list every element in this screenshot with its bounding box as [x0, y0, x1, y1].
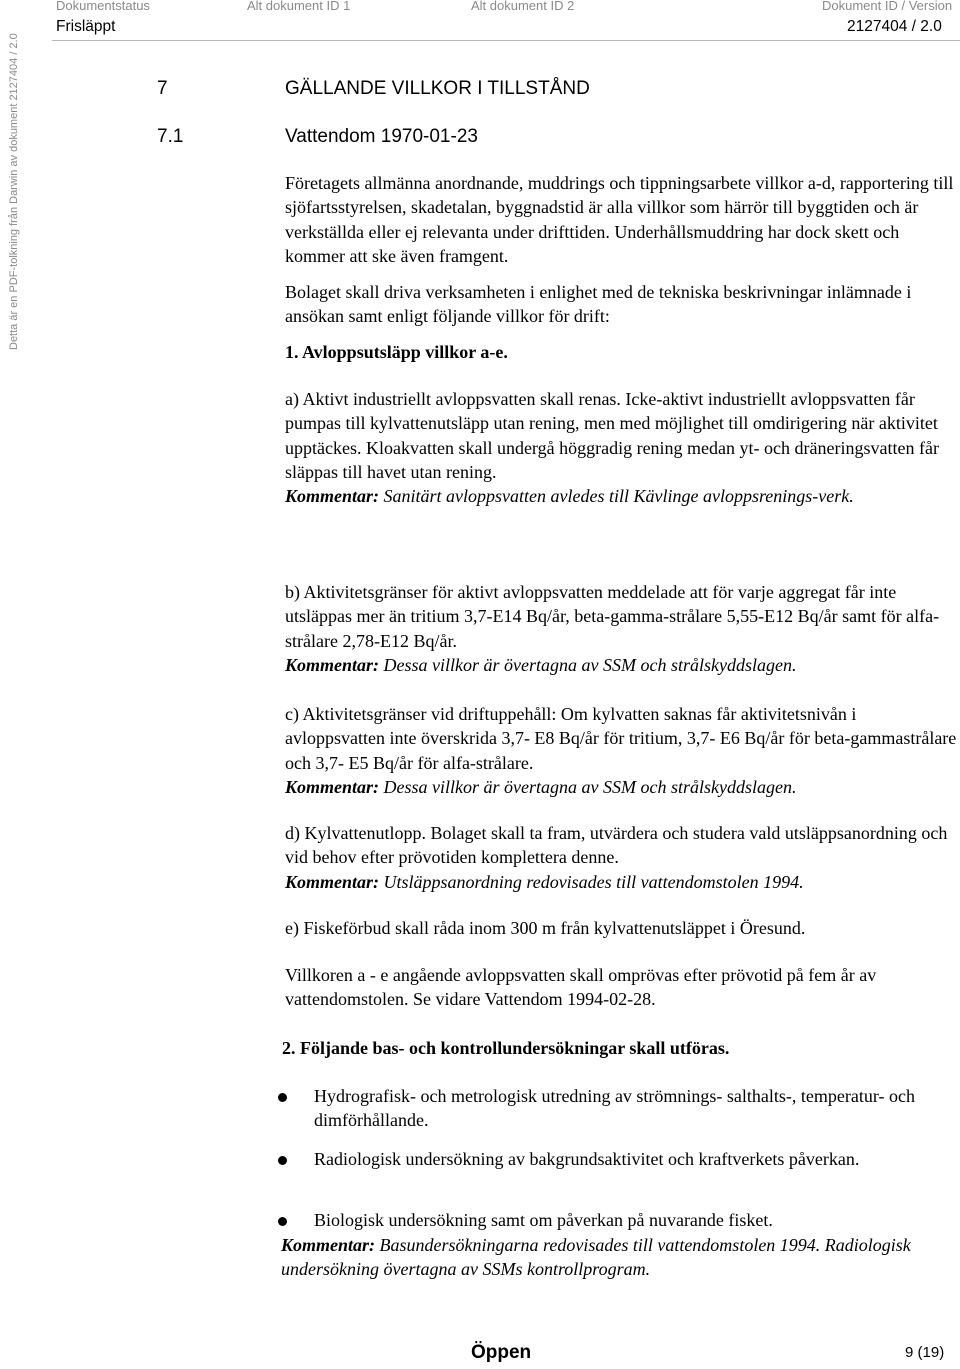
- condition-a-comment: Sanitärt avloppsvatten avledes till Kävlinge avloppsrenings-verk.: [383, 486, 854, 507]
- subsection-title: Vattendom 1970-01-23: [285, 126, 478, 147]
- condition-d: [285, 821, 957, 894]
- bullet-dot: [278, 1217, 287, 1226]
- condition-heading-2: 2. Följande bas- och kontrollundersökningar skall utföras.: [282, 1038, 730, 1058]
- intro-paragraph: Företagets allmänna anordnande, muddrings och tippningsarbete villkor a-d, rapportering till sjöfartsstyrelsen, skadetalan, byggnadstid är alla villkor som härrör till byggtiden och är verkställda eller ej relevanta under drifttiden. Underhållsmuddring har dock skett och kommer att ske även framgent.: [285, 173, 954, 266]
- final-comment: [281, 1233, 953, 1282]
- bullet-dot: [278, 1093, 287, 1102]
- final-comment-text: Basundersökningarna redovisades till vattendomstolen 1994. Radiologisk undersökning övertagna av SSMs kontrollprogram.: [281, 1235, 911, 1280]
- condition-c-text: c) Aktivitetsgränser vid driftuppehåll: Om kylvatten saknas får aktivitetsnivån i avloppsvatten inte överskrida 3,7- E8 Bq/år för tritium, 3,7- E6 Bq/år för beta-gammastrålare och 3,7- E5 Bq/år för alfa-strålare.: [285, 704, 957, 773]
- header-label-alt-id-1: Alt dokument ID 1: [247, 0, 351, 13]
- condition-b-comment: Dessa villkor är övertagna av SSM och strålskyddslagen.: [383, 654, 797, 675]
- sidebar-watermark-text: Detta är en PDF-tolkning från Darwin av dokument 2127404 / 2.0: [8, 33, 20, 350]
- condition-a-text: a) Aktivt industriellt avloppsvatten skall renas. Icke-aktivt industriellt avloppsvatten får pumpas till kylvattenutsläpp utan rening, men med möjlighet till omdirigering när aktivitet upptäckes. Kloakvatten skall undergå höggradig rening medan yt- och dräneringsvatten får släppas till havet utan rening.: [285, 389, 939, 482]
- condition-a: [285, 387, 957, 508]
- condition-d-text: d) Kylvattenutlopp. Bolaget skall ta fram, utvärdera och studera vald utsläppsanordning och vid behov efter prövotiden komplettera denne.: [285, 823, 948, 868]
- footer-page-number: 9 (19): [905, 1344, 945, 1361]
- header-doc-id-value: 2127404 / 2.0: [847, 18, 942, 35]
- kommentar-label: Kommentar:: [281, 1235, 376, 1255]
- header-label-alt-id-2: Alt dokument ID 2: [471, 0, 575, 13]
- subsection-number: 7.1: [157, 126, 184, 147]
- condition-e: e) Fiskeförbud skall råda inom 300 m från kylvattenutsläppet i Öresund.: [285, 918, 806, 938]
- footer-classification: Öppen: [471, 1342, 532, 1363]
- review-paragraph: Villkoren a - e angående avloppsvatten skall omprövas efter prövotid på fem år av vattendomstolen. Se vidare Vattendom 1994-02-28.: [285, 965, 877, 1010]
- kommentar-label: Kommentar:: [285, 871, 380, 892]
- header-status-value: Frisläppt: [56, 18, 116, 35]
- condition-b: [285, 580, 957, 677]
- kommentar-label: Kommentar:: [285, 654, 380, 675]
- condition-c: [285, 702, 957, 799]
- condition-b-text: b) Aktivitetsgränser för aktivt avloppsvatten meddelade att för varje aggregat får inte utsläppas mer än tritium 3,7-E14 Bq/år, beta-gamma-strålare 5,55-E12 Bq/år samt för alfa-strålare 2,78-E12 Bq/år.: [285, 582, 940, 651]
- section-number: 7: [157, 78, 168, 99]
- header-divider: [52, 40, 960, 41]
- bullet-item-hydrografisk: Hydrografisk- och metrologisk utredning av strömnings- salthalts-, temperatur- och dimförhållande.: [314, 1086, 915, 1131]
- condition-heading-1: 1. Avloppsutsläpp villkor a-e.: [285, 342, 508, 362]
- condition-c-comment: Dessa villkor är övertagna av SSM och strålskyddslagen.: [383, 776, 797, 797]
- header-label-doc-id: Dokument ID / Version: [822, 0, 953, 13]
- bullet-item-biologisk: Biologisk undersökning samt om påverkan på nuvarande fisket.: [314, 1210, 773, 1230]
- kommentar-label: Kommentar:: [285, 776, 380, 797]
- bullet-dot: [278, 1156, 287, 1165]
- operations-paragraph: Bolaget skall driva verksamheten i enlighet med de tekniska beskrivningar inlämnade i ansökan samt enligt följande villkor för drift:: [285, 282, 912, 327]
- kommentar-label: Kommentar:: [285, 486, 380, 507]
- condition-d-comment: Utsläppsanordning redovisades till vattendomstolen 1994.: [383, 871, 804, 892]
- header-label-status: Dokumentstatus: [56, 0, 150, 13]
- bullet-item-radiologisk: Radiologisk undersökning av bakgrundsaktivitet och kraftverkets påverkan.: [314, 1149, 860, 1169]
- section-title: GÄLLANDE VILLKOR I TILLSTÅND: [285, 78, 590, 99]
